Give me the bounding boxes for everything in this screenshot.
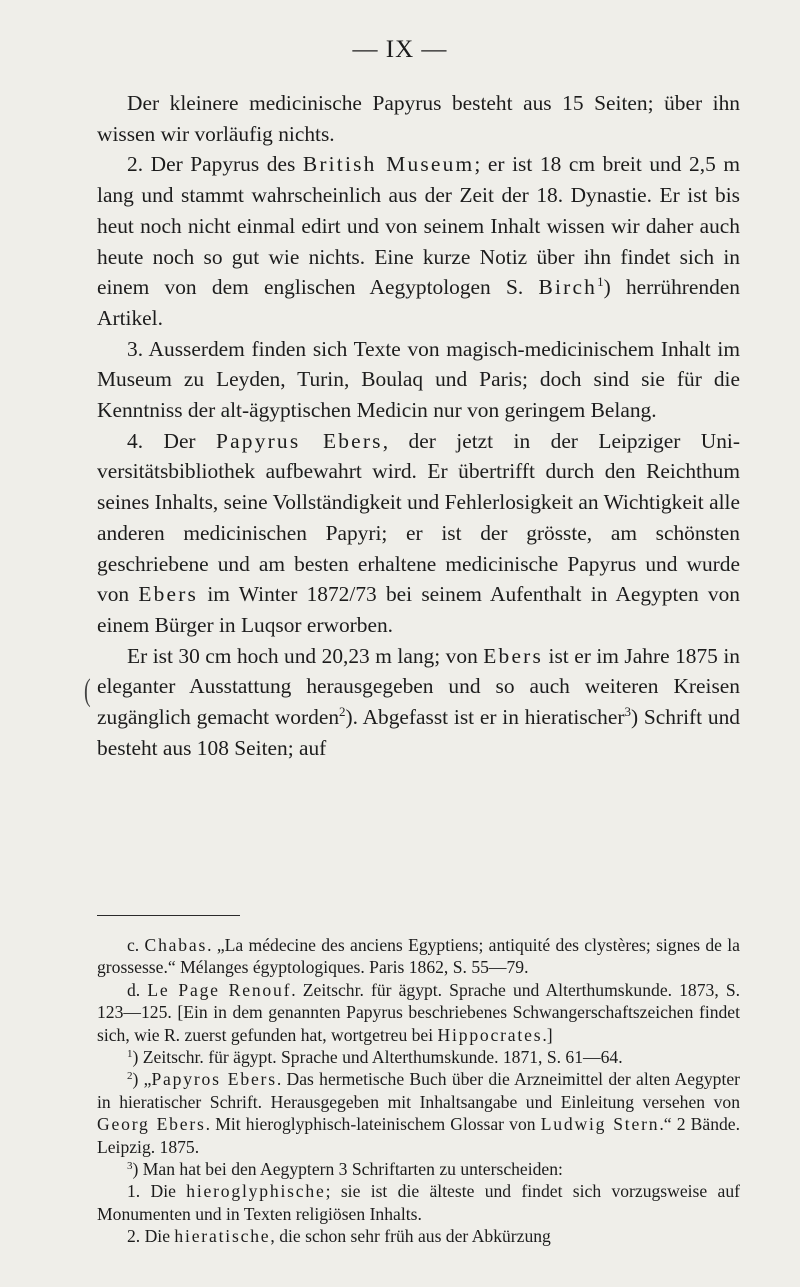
text-run: , die schon sehr früh aus der Abkürzung: [270, 1226, 551, 1247]
text-run: ; er ist 18 cm breit und 2,5 m lang und stammt wahrscheinlich aus der Zeit der 18. Dynastie. Er ist bis heut noch nicht einmal edirt und von seinem Inhalt wissen wir daher auch heute noch so gut wie nichts. Eine kurze Notiz über ihn findet sich in einem von dem englischen Aegyptologen S.: [97, 152, 740, 300]
spaced-name: Papyros Ebers: [151, 1069, 277, 1090]
text-run: . Mit hieroglyphisch-lateinischem Glossar von: [205, 1114, 541, 1135]
text-run: ) herrührenden Artikel.: [97, 275, 740, 330]
text-run: Er ist 30 cm hoch und 20,23 m lang; von: [127, 643, 484, 668]
paragraph-intro: Der kleinere medicinische Papyrus besteht aus 15 Seiten; über ihn wissen wir vorläufig nichts.: [97, 91, 740, 146]
spaced-name: hieroglyphische: [186, 1181, 326, 1202]
note-d: [97, 979, 740, 1046]
spaced-name: Hippocrates: [437, 1024, 543, 1045]
margin-mark: (: [84, 673, 91, 709]
text-run: ; sie ist die älteste und findet sich vorzugsweise auf Monumenten und in Texten religiösen Inhalts.: [97, 1181, 740, 1224]
text-run: .“ 2 Bände. Leipzig. 1875.: [97, 1114, 741, 1157]
text-run: d.: [127, 979, 148, 1000]
text-run: ) Schrift und besteht aus 108 Seiten; auf: [97, 705, 740, 760]
footnote-ref: 1: [597, 274, 604, 290]
footnote-3-item-1: [97, 1180, 740, 1225]
text-run: ). Abgefasst ist er in hieratischer: [345, 705, 625, 730]
paragraph-other-texts: 3. Ausserdem finden sich Texte von magisch-medicinischem Inhalt im Museum zu Leyden, Turin, Boulaq und Paris; doch sind sie für die Kenntniss der alt-ägyptischen Medicin nur von geringem Belang.: [97, 336, 740, 423]
text-run: . „La médecine des anciens Egyptiens; antiquité des clystères; signes de la grossesse.“ Mélanges égyptologiques. Paris 1862, S. 55—79.: [97, 935, 740, 978]
text-run: . Zeitschr. für ägypt. Sprache und Alterthumskunde. 1873, S. 123—125. [Ein in dem genannten Papyrus beschriebenes Schwangerschaftszeichen findet sich, wie R. zuerst gefunden hat, wortgetreu bei: [97, 979, 741, 1045]
footnotes: [97, 934, 740, 1248]
spaced-name: Georg Ebers: [97, 1114, 206, 1135]
spaced-name: Birch: [538, 275, 598, 300]
main-text: [97, 88, 740, 763]
text-run: ist er im Jahre 1875 in eleganter Ausstattung herausgegeben und so auch weiteren Kreisen zugänglich gemacht worden: [97, 643, 740, 730]
footnote-1: [97, 1046, 740, 1068]
text-run: ) Man hat bei den Aegyptern 3 Schriftarten zu unterscheiden:: [132, 1159, 563, 1180]
paragraph-papyrus-ebers: [97, 426, 740, 641]
note-c: [97, 934, 740, 979]
footnote-divider: [97, 915, 240, 916]
footnote-number: 3: [127, 1160, 133, 1173]
spaced-name: hieratische: [174, 1226, 271, 1247]
text-run: ) „: [132, 1069, 152, 1090]
page-number: — IX —: [352, 36, 448, 63]
footnote-3: [97, 1158, 740, 1180]
footnote-number: 2: [127, 1070, 133, 1083]
spaced-name: Ebers: [138, 582, 199, 607]
text-run: .]: [542, 1024, 553, 1045]
text-run: 2. Der Papyrus des: [127, 152, 303, 177]
text-run: c.: [127, 935, 145, 955]
paragraph-dimensions: [97, 641, 740, 764]
spaced-name: Papyrus Ebers: [216, 428, 383, 453]
footnote-2: [97, 1068, 740, 1158]
spaced-name: Ludwig Stern: [540, 1114, 660, 1135]
footnote-ref: 2: [339, 704, 346, 720]
text-run: ) Zeitschr. für ägypt. Sprache und Alterthumskunde. 1871, S. 61—64.: [132, 1047, 623, 1068]
spaced-name: British Museum: [302, 152, 475, 177]
spaced-name: Le Page Renouf: [147, 979, 292, 1000]
text-run: . Das hermetische Buch über die Arzneimittel der alten Aegypter in hieratischer Schrift. Herausgegeben mit Inhaltsangabe und Einleitung versehen von: [97, 1069, 740, 1112]
footnote-ref: 3: [624, 704, 631, 720]
paragraph-british-museum: [97, 149, 740, 333]
spaced-name: Chabas: [144, 935, 208, 955]
footnote-number: 1: [127, 1048, 133, 1061]
text-run: 2. Die: [127, 1226, 175, 1247]
text-run: 1. Die: [127, 1181, 187, 1202]
text-run: 4. Der: [127, 428, 217, 453]
spaced-name: Ebers: [483, 643, 543, 668]
footnote-3-item-2: [97, 1225, 740, 1247]
text-run: , der jetzt in der Leipziger Universitätsbibliothek aufbewahrt wird. Er übertrifft durch den Reichthum seines Inhalts, seine Vollständigkeit und Fehlerlosigkeit an Wichtigkeit alle anderen medicinischen Papyri; er ist der grösste, am schönsten geschriebene und am besten erhaltene medicinische Papyrus und wurde von: [97, 428, 740, 607]
text-run: im Winter 1872/73 bei seinem Aufenthalt in Aegypten von einem Bürger in Luqsor erworben.: [97, 582, 740, 637]
